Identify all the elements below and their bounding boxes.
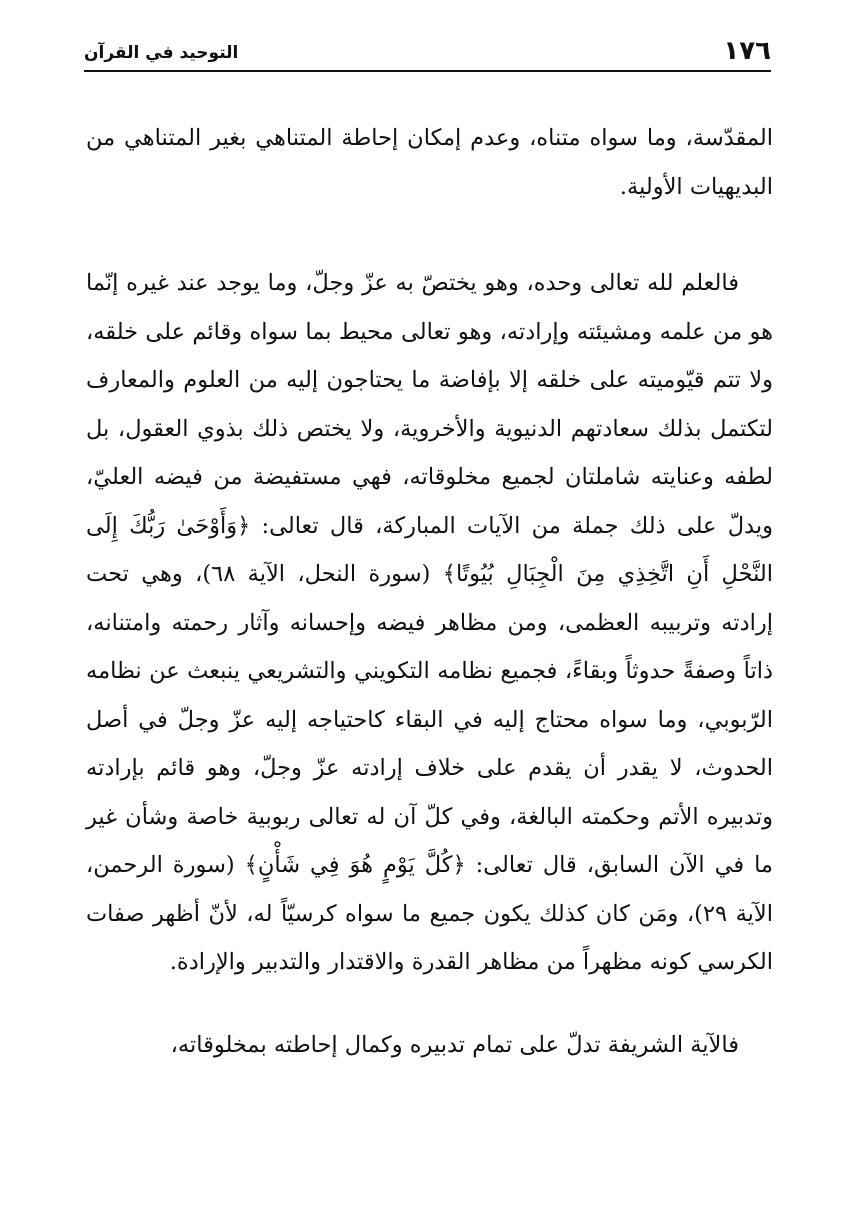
quran-verse-nahl: ﴿وَأَوْحَىٰ رَبُّكَ إِلَى النَّحْلِ أَنِ اتَّخِذِي مِنَ الْجِبَالِ بُيُوتًا﴾ — [86, 512, 774, 587]
paragraph-spacer — [86, 987, 773, 1021]
paragraph-1: المقدّسة، وما سواه متناه، وعدم إمكان إحاطة المتناهي بغير المتناهي من البديهيات الأولية. — [86, 125, 773, 200]
paragraph-spacer — [86, 211, 773, 259]
paragraph-2-text-b: (سورة النحل، الآية ٦٨)، وهي تحت إرادته وتربيبه العظمى، ومن مظاهر فيضه وإحسانه وآثار رحمته وامتنانه، ذاتاً وصفةً حدوثاً وبقاءً، فجميع نظامه التكويني والتشريعي ينبعث عن نظامه الرّبوبي، وما سواه محتاج إليه في البقاء كاحتياجه إليه عزّ وجلّ في أصل الحدوث، لا يقدر أن يقدم على خلاف إرادته عزّ وجلّ، وهو قائم بإرادته وتدبيره الأتم وحكمته البالغة، وفي كلّ آن له تعالى ربوبية خاصة وشأن غير ما في الآن السابق، قال تعالى: — [86, 561, 773, 878]
page-number: ١٧٦ — [723, 36, 771, 66]
page-header — [84, 32, 771, 72]
paragraph-2-text-c: (سورة الرحمن، الآية ٢٩)، ومَن كان كذلك يكون جميع ما سواه كرسيّاً له، لأنّ أظهر صفات الكرسي كونه مظهراً من مظاهر القدرة والاقتدار والتدبير والإرادة. — [86, 852, 773, 975]
running-title: التوحيد في القرآن — [84, 43, 239, 63]
paragraph-3: فالآية الشريفة تدلّ على تمام تدبيره وكمال إحاطته بمخلوقاته، — [170, 1031, 739, 1058]
quran-verse-rahman: ﴿كُلَّ يَوْمٍ هُوَ فِي شَأْنٍ﴾ — [244, 852, 466, 878]
paragraph-2-text-a: فالعلم لله تعالى وحده، وهو يختصّ به عزّ وجلّ، وما يوجد عند غيره إنّما هو من علمه ومشيئته وإرادته، وهو تعالى محيط بما سواه وقائم على خلقه، ولا تتم قيّوميته على خلقه إلا بإفاضة ما يحتاجون إليه من العلوم والمعارف لتكتمل بذلك سعادتهم الدنيوية والأخروية، ولا يختص ذلك بذوي العقول، بل لطفه وعنايته شاملتان لجميع مخلوقاته، فهي مستفيضة من فيضه العليّ، ويدلّ على ذلك جملة من الآيات المباركة، قال تعالى: — [86, 270, 773, 539]
body-text — [86, 114, 773, 1069]
paragraph-2 — [86, 259, 773, 987]
